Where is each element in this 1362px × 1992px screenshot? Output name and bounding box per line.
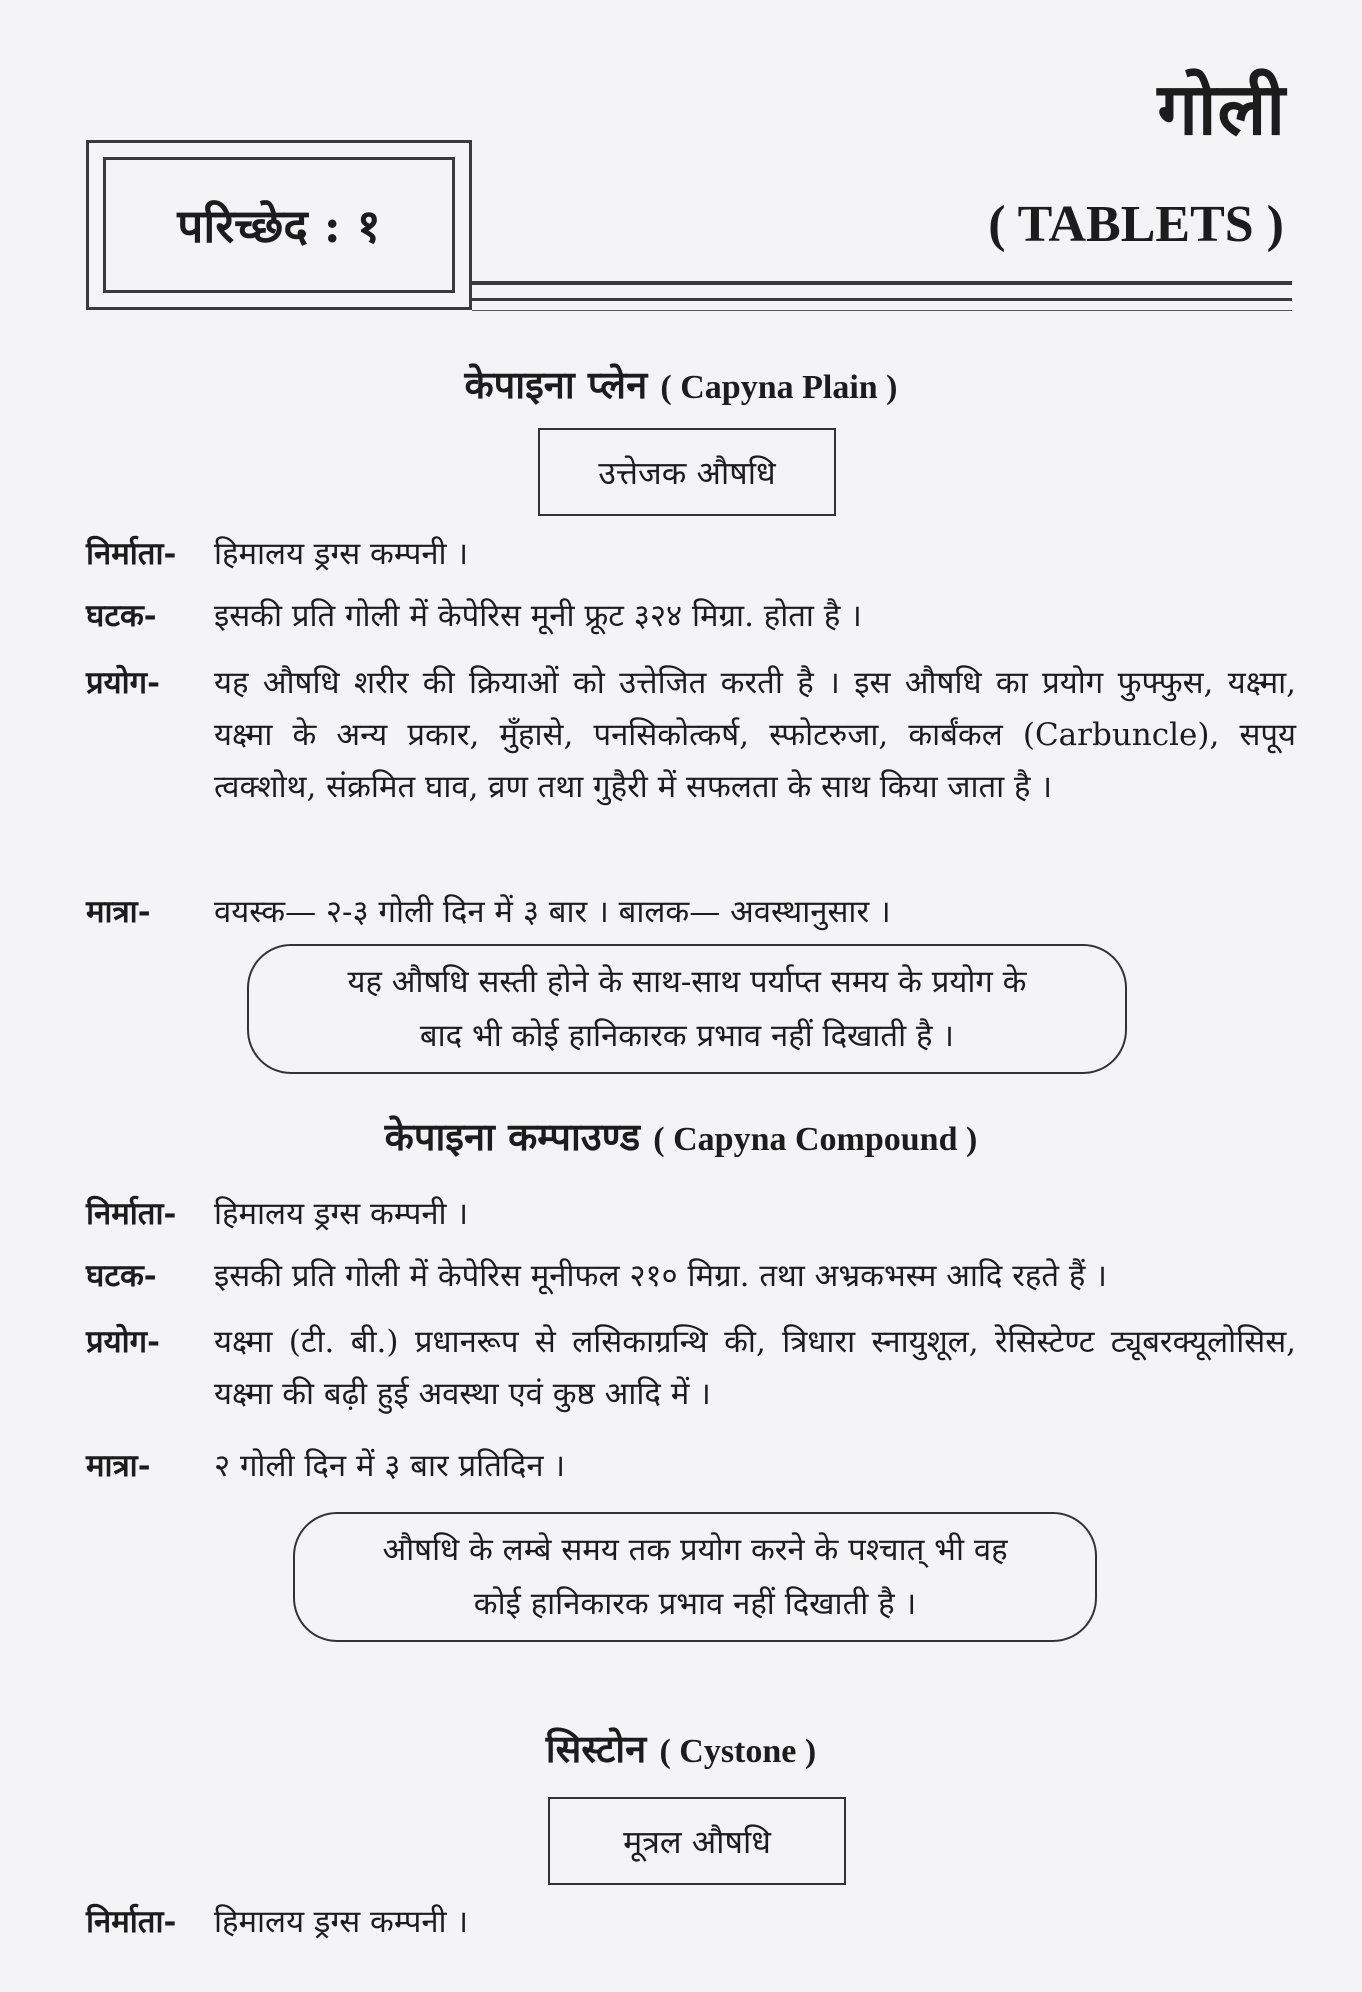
note-line: औषधि के लम्बे समय तक प्रयोग करने के पश्चात् भी वह [382, 1532, 1008, 1568]
note-line: यह औषधि सस्ती होने के साथ-साथ पर्याप्त समय के प्रयोग के [347, 964, 1027, 1000]
note-line: कोई हानिकारक प्रभाव नहीं दिखाती है । [473, 1586, 917, 1622]
composition-label: घटक- [86, 598, 157, 634]
entry-title [0, 1722, 1362, 1774]
manufacturer-label: निर्माता- [86, 1196, 177, 1232]
dosage-row [86, 1440, 1296, 1492]
category-box: उत्तेजक औषधि [538, 428, 836, 516]
usage-label: प्रयोग- [86, 665, 160, 701]
manufacturer-text: हिमालय ड्रग्स कम्पनी । [214, 1196, 469, 1232]
manufacturer-text: हिमालय ड्रग्स कम्पनी । [214, 1904, 469, 1940]
dosage-text: २ गोली दिन में ३ बार प्रतिदिन । [214, 1448, 566, 1484]
note-box [247, 944, 1127, 1074]
entry-title [0, 1110, 1362, 1162]
usage-text: यह औषधि शरीर की क्रियाओं को उत्तेजित करती है । इस औषधि का प्रयोग फुफ्फुस, यक्ष्मा, यक्ष्मा के अन्य प्रकार, मुँहासे, पनसिकोत्कर्ष, स्फोटरुजा, कार्बंकल (Carbuncle), सपूय त्वक्शोथ, संक्रमित घाव, व्रण तथा गुहैरी में सफलता के साथ किया जाता है । [214, 665, 1296, 805]
dosage-text: वयस्क— २-३ गोली दिन में ३ बार । बालक— अवस्थानुसार । [214, 894, 891, 930]
usage-text: यक्ष्मा (टी. बी.) प्रधानरूप से लसिकाग्रन्थि की, त्रिधारा स्नायुशूल, रेसिस्टेण्ट ट्यूबरक्यूलोसिस, यक्ष्मा की बढ़ी हुई अवस्था एवं कुष्ठ आदि में । [214, 1324, 1296, 1412]
composition-row [86, 590, 1296, 642]
manufacturer-row [86, 1896, 1296, 1948]
header-rule [472, 310, 1292, 311]
manufacturer-row [86, 1188, 1296, 1240]
category-box: मूत्रल औषधि [548, 1797, 846, 1885]
usage-label: प्रयोग- [86, 1324, 160, 1360]
header-rule [472, 298, 1292, 301]
composition-text: इसकी प्रति गोली में केपेरिस मूनीफल २१० मिग्रा. तथा अभ्रकभस्म आदि रहते हैं । [214, 1258, 1107, 1294]
note-box [293, 1512, 1097, 1642]
entry-title [0, 358, 1362, 410]
dosage-label: मात्रा- [86, 1448, 151, 1484]
manufacturer-label: निर्माता- [86, 536, 177, 572]
composition-label: घटक- [86, 1258, 157, 1294]
entry-title-hindi: सिस्टोन [545, 1726, 647, 1771]
section-title: गोली [1157, 66, 1286, 151]
manufacturer-label: निर्माता- [86, 1904, 177, 1940]
manufacturer-row [86, 528, 1296, 580]
dosage-row [86, 886, 1296, 938]
entry-title-hindi: केपाइना प्लेन [464, 362, 648, 407]
dosage-label: मात्रा- [86, 894, 151, 930]
usage-row [86, 1316, 1296, 1420]
entry-title-hindi: केपाइना कम्पाउण्ड [384, 1114, 641, 1159]
chapter-label: परिच्छेद : १ [103, 157, 455, 293]
section-subtitle: ( TABLETS ) [988, 196, 1284, 253]
composition-text: इसकी प्रति गोली में केपेरिस मूनी फ्रूट ३२४ मिग्रा. होता है । [214, 598, 862, 634]
entry-title-english: ( Capyna Compound ) [653, 1121, 978, 1158]
entry-title-english: ( Capyna Plain ) [660, 369, 898, 406]
entry-title-english: ( Cystone ) [659, 1733, 817, 1770]
usage-row [86, 657, 1296, 813]
note-line: बाद भी कोई हानिकारक प्रभाव नहीं दिखाती है । [419, 1018, 955, 1054]
composition-row [86, 1250, 1296, 1302]
header-rule [472, 281, 1292, 285]
chapter-box [86, 140, 472, 310]
manufacturer-text: हिमालय ड्रग्स कम्पनी । [214, 536, 469, 572]
